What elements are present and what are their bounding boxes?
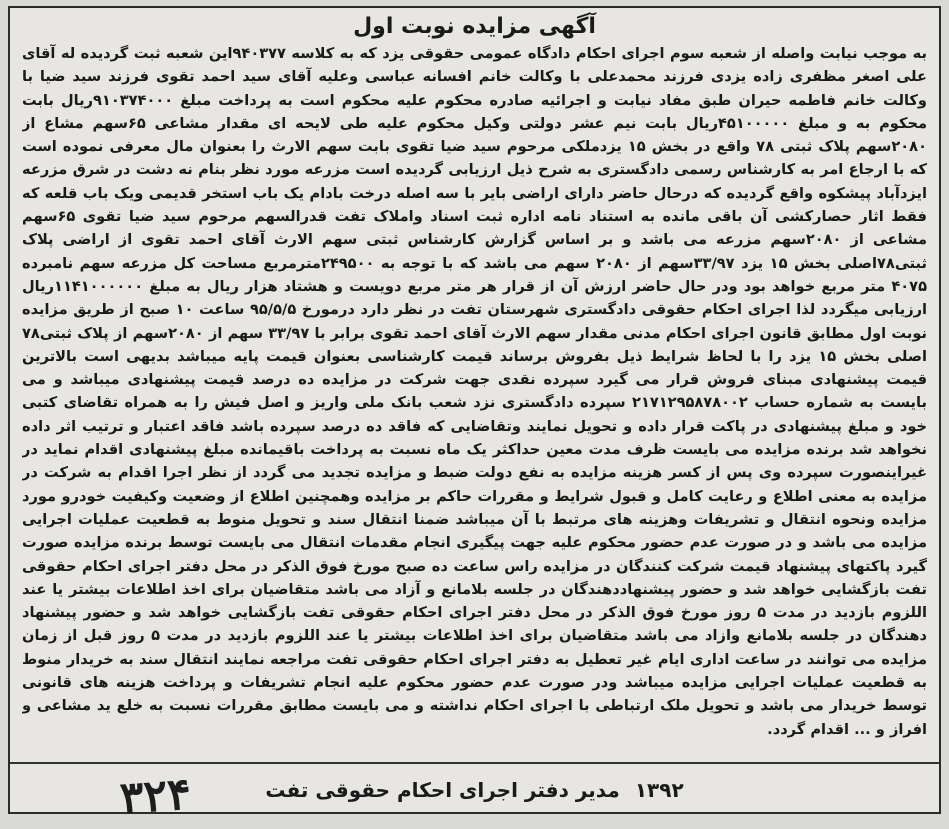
notice-body: به موجب نیابت واصله از شعبه سوم اجرای احکام دادگاه عمومی حقوقی یزد که به کلاسه ۹۴۰۳۷۷این شعبه ثبت گردیده له آقای علی اصغر مظفری زاده یزدی فرزند محمدعلی با وکالت خانم افسانه عباسی وعلیه آقای سید احمد تقوی فرزند سید ضیا با وکالت خانم فاطمه حیران طبق مفاد نیابت و اجرائیه صادره محکوم علیه محکوم است به پرداخت مبلغ ۹۱۰۳۷۴۰۰۰ریال بابت محکوم به و مبلغ ۴۵۱۰۰۰۰۰ریال بابت نیم عشر دولتی وکیل محکوم علیه طی لایحه ای مقدار مشاعی ۶۵سهم مشاع از ۲۰۸۰سهم پلاک ثبتی ۷۸ واقع در بخش ۱۵ یزدملکی مرحوم سید ضیا تقوی بابت سهم الارث را بعنوان مال معرفی نموده است که با ارجاع امر به کارشناس رسمی دادگستری به شرح ذیل ارزیابی گردیده است مزرعه مورد نظر بنام نه دشت در شرق مزرعه ایزدآباد پیشکوه واقع گردیده که درحال حاضر دارای اراضی بایر با سه اصله درخت بادام یک باب استخر قدیمی ویک باب قلعه که فقط اثار حصارکشی آن باقی مانده به استناد نامه اداره ثبت اسناد واملاک تفت قدرالسهم مرحوم سید ضیا تقوی ۶۵سهم مشاعی از ۲۰۸۰سهم مزرعه می باشد و بر اساس گزارش کارشناس ثبتی سهم الارث آقای احمد تقوی از اراضی پلاک ثبتی۷۸اصلی بخش ۱۵ یزد ۳۳/۹۷سهم از ۲۰۸۰ سهم می باشد که با توجه به ۲۴۹۵۰۰مترمربع مساحت کل مزرعه سهم نامبرده ۴۰۷۵ متر مربع خواهد بود ودر حال حاضر ارزش آن از قرار هر متر مربع دویست و هشتاد هزار ریال به مبلغ ۱۱۴۱۰۰۰۰۰۰ریال ارزیابی میگردد لذا اجرای احکام حقوقی دادگستری شهرستان تفت در نظر دارد درمورخ ۹۵/۵/۵ ساعت ۱۰ صبح از طریق مزایده نوبت اول مطابق قانون اجرای احکام مدنی مقدار سهم الارث آقای احمد تقوی برابر با ۳۳/۹۷ سهم از ۲۰۸۰سهم از پلاک ثبتی۷۸ اصلی بخش ۱۵ یزد را با لحاظ شرایط ذیل بفروش برساند قیمت کارشناسی بعنوان قیمت پایه میباشد بدیهی است بالاترین قیمت پیشنهادی مبنای فروش قرار می گیرد سپرده نقدی جهت شرکت در مزایده ده درصد قیمت پیشنهادی میباشد و می بایست به شماره حساب ۲۱۷۱۲۹۵۸۷۸۰۰۲ سپرده دادگستری نزد شعب بانک ملی واریز و اصل فیش را به همراه تقاضای کتبی خود و مبلغ پیشنهادی در پاکت قرار داده و تحویل نمایند وتقاضایی که فاقد ده درصد سپرده باشد فاقد اعتبار و ترتیب اثر داده نخواهد شد برنده مزایده می بایست ظرف مدت معین حداکثر یک ماه نسبت به پرداخت باقیمانده مبلغ پیشنهادی اقدام نماید در غیراینصورت سپرده وی پس از کسر هزینه مزایده به نفع دولت ضبط و مزایده تجدید می گردد از نظر اجرا اقدام به شرکت در مزایده به معنی اطلاع و رعایت کامل و قبول شرایط و مقررات حاکم بر مزایده وهمچنین اطلاع از وضعیت وکیفیت خودرو مورد مزایده ونحوه انتقال و تشریفات وهزینه های مرتبط با آن میباشد ضمنا انتقال سند و تحویل منوط به قطعیت عملیات اجرایی مزایده می باشد و در صورت عدم حضور محکوم علیه جهت پیگیری انجام مقدمات انتقال می بایست توسط برنده مزایده صورت گیرد پاکتهای پیشنهاد قیمت شرکت کنندگان در مزایده راس ساعت ده صبح مورخ فوق الذکر در محل دفتر اجرای احکام حقوقی تفت بازگشایی خواهد شد و حضور پیشنهاددهندگان در جلسه بلامانع و آزاد می باشد متقاضیان برای اخذ اطلاعات بیشتر یا عند اللزوم بازدید در مدت ۵ روز مورخ فوق الذکر در محل دفتر اجرای احکام حقوقی تفت بازگشایی خواهد شد و حضور پیشنهاد دهندگان در جلسه بلامانع وازاد می باشد متقاضیان برای اخذ اطلاعات بیشتر یا عند اللزوم بازدید در مدت ۵ روز قبل از زمان مزایده می توانند در ساعت اداری ایام غیر تعطیل به دفتر اجرای احکام حقوقی تفت مراجعه نمایند انتقال سند به خریدار منوط به قطعیت عملیات اجرایی مزایده میباشد ودر صورت عدم حضور محکوم علیه انجام تشریفات و پرداخت هزینه های قانونی توسط خریدار می باشد و تحویل ملک ارتباطی با اجرای احکام نداشته و می بایست مطابق مقررات نسبت به خلع ید مشاعی و افراز و ... اقدام گردد. (22, 45, 927, 738)
handwritten-code: ۳۲۴ (118, 768, 193, 825)
footer-signature: مدیر دفتر اجرای احکام حقوقی تفت (265, 778, 620, 802)
notice-paper (8, 6, 941, 825)
notice-title: آگهی مزایده نوبت اول (353, 14, 596, 39)
footer-year: ۱۳۹۲ (634, 778, 684, 802)
footer-divider (10, 762, 939, 764)
